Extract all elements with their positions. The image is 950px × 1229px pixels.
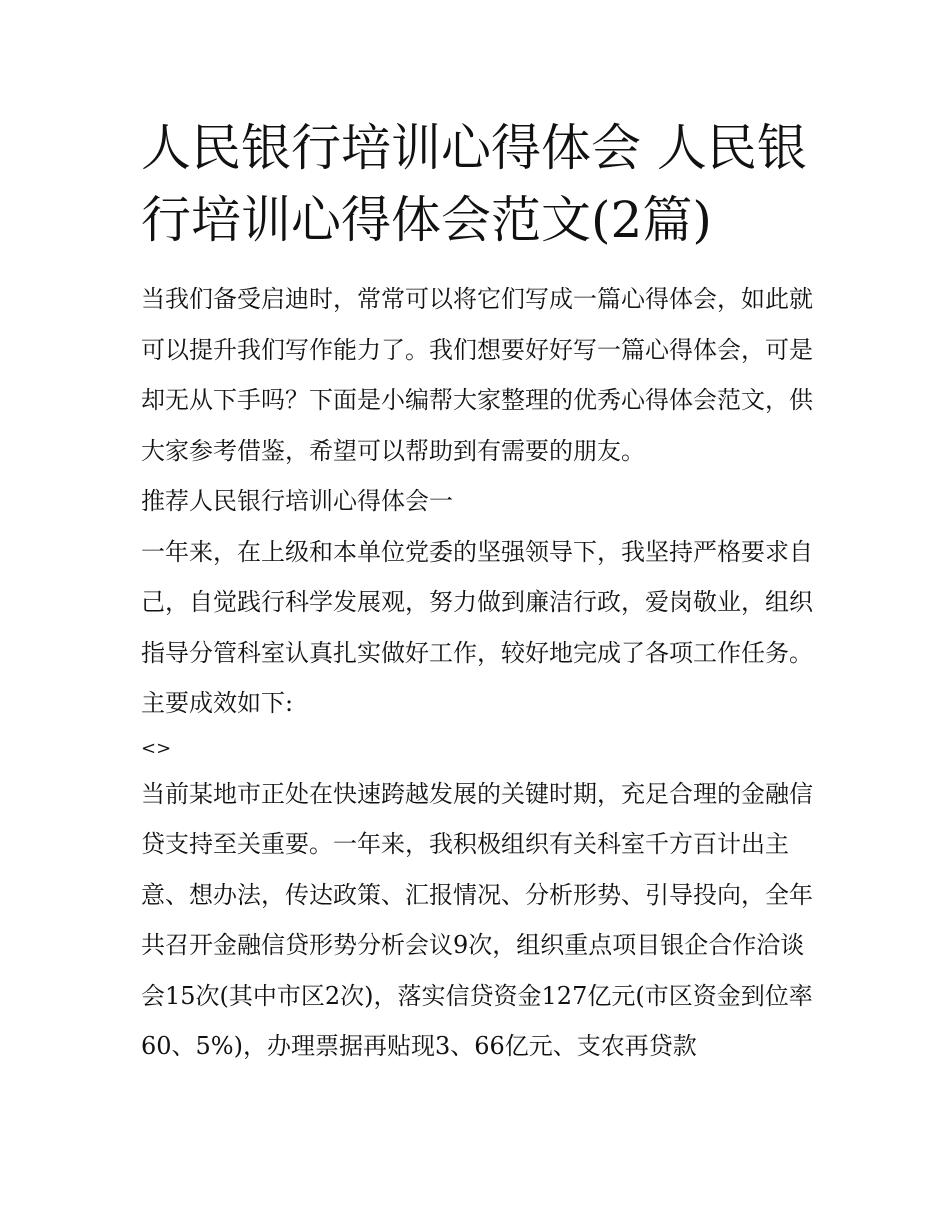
- body-paragraph-2: 当前某地市正处在快速跨越发展的关键时期，充足合理的金融信贷支持至关重要。一年来，我积极组织有关科室千方百计出主意、想办法，传达政策、汇报情况、分析形势、引导投向，全年共召开金融信贷形势分析会议9次，组织重点项目银企合作洽谈会15次(其中市区2次)，落实信贷资金127亿元(市区资金到位率60、5%)，办理票据再贴现3、66亿元、支农再贷款: [141, 779, 813, 1060]
- document-body: [141, 274, 821, 1072]
- document-title: 人民银行培训心得体会 人民银行培训心得体会范文(2篇): [141, 119, 807, 249]
- intro-paragraph: 当我们备受启迪时，常常可以将它们写成一篇心得体会，如此就可以提升我们写作能力了。我们想要好好写一篇心得体会，可是却无从下手吗？下面是小编帮大家整理的优秀心得体会范文，供大家参考借鉴，希望可以帮助到有需要的朋友。: [141, 285, 813, 465]
- body-paragraph-1: 一年来，在上级和本单位党委的坚强领导下，我坚持严格要求自己，自觉践行科学发展观，努力做到廉洁行政，爱岗敬业，组织指导分管科室认真扎实做好工作，较好地完成了各项工作任务。主要成效如下:: [141, 537, 813, 717]
- document-page: [141, 112, 821, 1072]
- section-heading: 推荐人民银行培训心得体会一: [141, 487, 453, 515]
- section-marker: <>: [141, 737, 172, 759]
